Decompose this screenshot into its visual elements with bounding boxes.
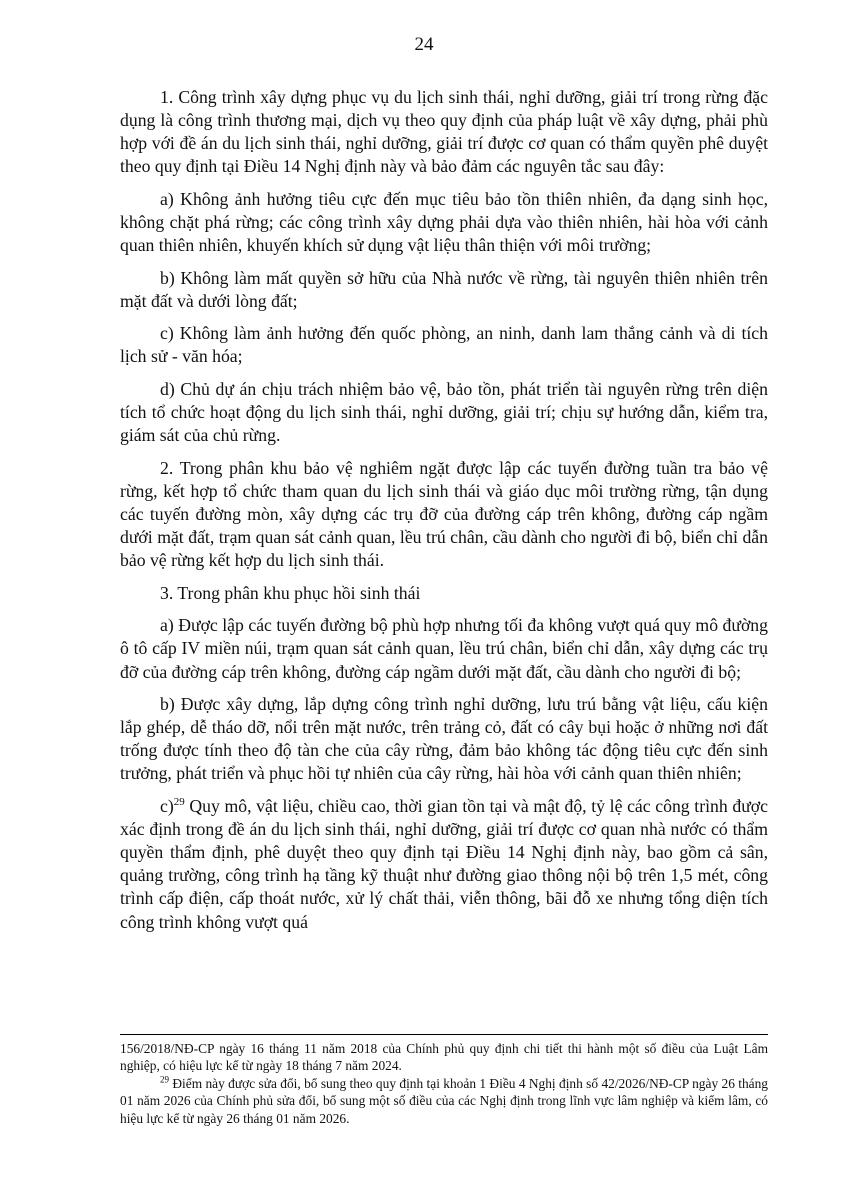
page-number: 24 [414,34,434,55]
paragraph-1a: a) Không ảnh hưởng tiêu cực đến mục tiêu bảo tồn thiên nhiên, đa dạng sinh học, không chặt phá rừng; các công trình xây dựng phải dựa vào thiên nhiên, hài hòa với cảnh quan thiên nhiên, khuyến khích sử dụng vật liệu thân thiện với môi trường; [120,188,768,256]
footnote-continuation: 156/2018/NĐ-CP ngày 16 tháng 11 năm 2018 của Chính phủ quy định chi tiết thi hành một số điều của Luật Lâm nghiệp, có hiệu lực kể từ ngày 18 tháng 7 năm 2024. [120,1041,768,1074]
paragraph-1b: b) Không làm mất quyền sở hữu của Nhà nước về rừng, tài nguyên thiên nhiên trên mặt đất và dưới lòng đất; [120,267,768,311]
paragraph-1c: c) Không làm ảnh hưởng đến quốc phòng, an ninh, danh lam thắng cảnh và di tích lịch sử - văn hóa; [120,323,768,367]
footnote-29 [120,1075,768,1127]
footnote-number: 29 [160,1074,169,1085]
paragraph-3b: b) Được xây dựng, lắp dựng công trình nghỉ dưỡng, lưu trú bằng vật liệu, cấu kiện lắp ghép, dễ tháo dỡ, nổi trên mặt nước, trên trảng cỏ, đất có cây bụi hoặc ở những nơi đất trống được tính theo độ tàn che của cây rừng, đảm bảo không tác động tiêu cực đến sinh trưởng, phát triển và phục hồi tự nhiên của cây rừng, hài hòa với cảnh quan thiên nhiên; [120,694,768,784]
footnote-29-text: Điểm này được sửa đổi, bổ sung theo quy định tại khoản 1 Điều 4 Nghị định số 42/2026/NĐ-CP ngày 26 tháng 01 năm 2026 của Chính phủ sửa đổi, bổ sung một số điều của các Nghị định trong lĩnh vực lâm nghiệp và kiểm lâm, có hiệu lực kể từ ngày 26 tháng 01 năm 2026. [120,1075,768,1126]
footnote-reference-29[interactable]: 29 [173,796,185,809]
paragraph-3a: a) Được lập các tuyến đường bộ phù hợp nhưng tối đa không vượt quá quy mô đường ô tô cấp IV miền núi, trạm quan sát cảnh quan, lều trú chân, biển chỉ dẫn, xây dựng các trụ đỡ của đường cáp trên không, đường cáp ngầm dưới mặt đất, cầu dành cho người đi bộ; [120,615,768,682]
paragraph-3: 3. Trong phân khu phục hồi sinh thái [160,582,421,603]
paragraph-3c-prefix: c) [160,796,174,817]
paragraph-1: 1. Công trình xây dựng phục vụ du lịch sinh thái, nghỉ dưỡng, giải trí trong rừng đặc dụng là công trình thương mại, dịch vụ theo quy định của pháp luật về xây dựng, phải phù hợp với đề án du lịch sinh thái, nghỉ dưỡng, giải trí được cơ quan có thẩm quyền phê duyệt theo quy định tại Điều 14 Nghị định này và bảo đảm các nguyên tắc sau đây: [120,87,768,177]
paragraph-3c [120,795,768,934]
footnotes [120,1040,768,1127]
footnote-divider [120,1034,768,1035]
paragraph-1d: d) Chủ dự án chịu trách nhiệm bảo vệ, bảo tồn, phát triển tài nguyên rừng trên diện tích tổ chức hoạt động du lịch sinh thái, nghỉ dưỡng, giải trí; chịu sự hướng dẫn, kiểm tra, giám sát của chủ rừng. [120,379,768,446]
paragraph-3c-text: Quy mô, vật liệu, chiều cao, thời gian tồn tại và mật độ, tỷ lệ các công trình được xác định trong đề án du lịch sinh thái, nghỉ dưỡng, giải trí được cơ quan nhà nước có thẩm quyền thẩm định, phê duyệt theo quy định tại Điều 14 Nghị định này, bao gồm cả sân, quảng trường, công trình hạ tầng kỹ thuật như đường giao thông nội bộ trên 1,5 mét, công trình cấp điện, cấp thoát nước, xử lý chất thải, viễn thông, bãi đỗ xe nhưng tổng diện tích công trình không vượt quá [120,796,768,932]
paragraph-2: 2. Trong phân khu bảo vệ nghiêm ngặt được lập các tuyến đường tuần tra bảo vệ rừng, kết hợp tổ chức tham quan du lịch sinh thái và giáo dục môi trường rừng, tận dụng các tuyến đường mòn, xây dựng các trụ đỡ của đường cáp trên không, đường cáp ngầm dưới mặt đất, trạm quan sát cảnh quan, lều trú chân, cầu dành cho người đi bộ, biển chỉ dẫn bảo vệ rừng kết hợp du lịch sinh thái. [120,457,768,571]
document-body [120,86,768,943]
